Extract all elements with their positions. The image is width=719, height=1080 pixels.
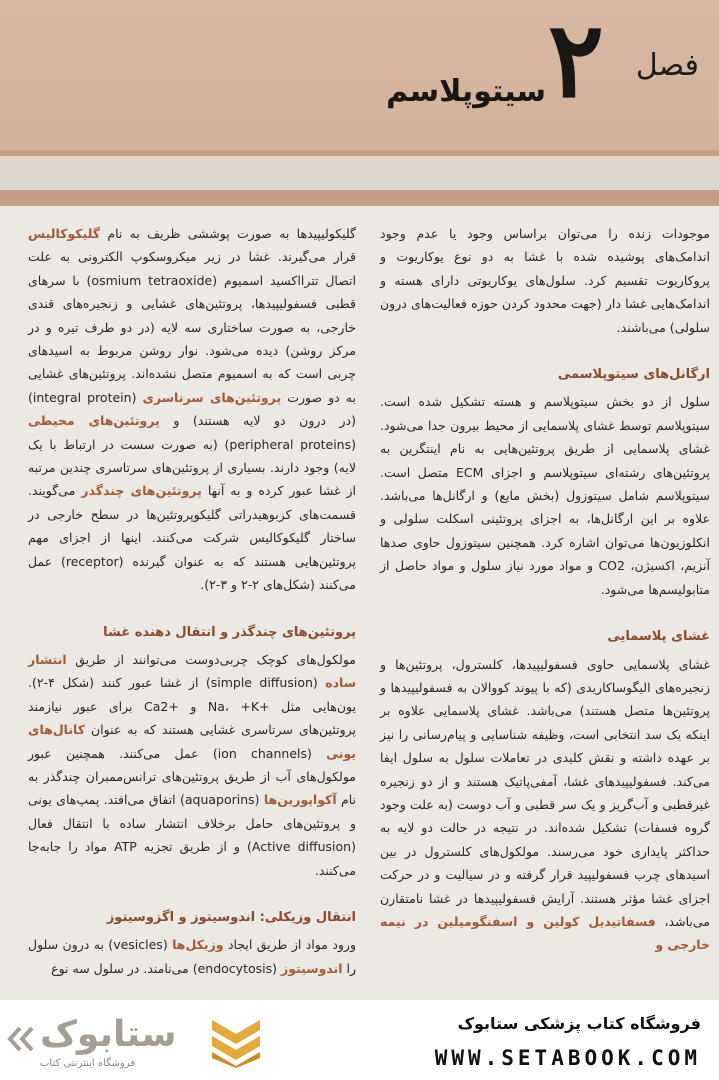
paragraph <box>380 653 710 957</box>
shop-url[interactable]: WWW.SETABOOK.COM <box>434 1046 701 1070</box>
highlight-term: اندوسیتوز <box>281 960 343 976</box>
chevron-logo-icon <box>210 1014 262 1068</box>
section-heading: غشای پلاسمایی <box>607 629 710 645</box>
paragraph: سلول از دو بخش سیتوپلاسم و هسته تشکیل شده است. سیتوپلاسم توسط غشای پلاسمایی از محیط بیرون جدا می‌شود. غشای پلاسمایی از طریق پروتئین‌هایی به نام اینتگرین به پروتئین‌های رشته‌ای سیتوپلاسم و اجزای ECM متصل است. سیتوپلاسم شامل سیتوزول (بخش مایع) و ارگانل‌ها می‌باشد. علاوه بر این ارگانل‌ها، به اجزای پروتئینی اسکلت سلولی و انکلوزیون‌ها می‌توان اشاره کرد. همچنین سیتوزول حاوی صدها آنزیم، اکسیژن، CO2 و مواد مورد نیاز سلول و مواد حاصل از متابولیسم‌ها می‌شود. <box>380 394 710 597</box>
paragraph-text: (endocytosis) می‌نامند. در سلول سه نوع <box>51 960 278 976</box>
brand-logo-text: ستابوک <box>40 1014 177 1055</box>
paragraph <box>28 933 356 980</box>
paragraph-text: قرار می‌گیرند. غشا در زیر میکروسکوپ الکترونی به علت اتصال تترااکسید اسمیوم (osmium tetraoxide) با سرهای قطبی فسفولیپیدها، پروتئین‌های غشایی و زنجیره‌های قندی خارجی، به صورت ساختاری سه لایه (در دو طرف تیره و در مرکز روشن) دیده می‌شود. نوار روشن مربوط به اسیدهای چربی است که به اسمیوم متصل نشده‌اند. پروتئین‌های غشایی به دو صورت <box>28 249 357 405</box>
paragraph-text: مولکول‌های کوچک چربی‌دوست می‌توانند از طریق <box>75 651 356 667</box>
header-stripe <box>0 162 719 190</box>
paragraph-text: می‌گویند. قسمت‌های کربوهیدراتی گلیکوپروتئین‌ها در سطح خارجی در ساختار گلیکوکالیس شرکت می‌کنند. اینها از اجزای مهم پروتئین‌هایی هستند که به عنوان گیرنده (receptor) عمل می‌کنند (شکل‌های ۲-۲ و ۳-۲). <box>28 483 356 593</box>
highlight-term: انتشار ساده <box>28 651 356 691</box>
paragraph-text: گلیکولیپیدها به صورت پوششی ظریف به نام <box>107 226 356 241</box>
paragraph-text: غشای پلاسمایی حاوی فسفولیپیدها، کلسترول، پروتئین‌ها و زنجیره‌های الیگوساکاریدی (که با پیوند کووالان به فسفولیپیدها و پروتئین‌ها متصل هستند) می‌باشد. غشای پلاسمایی علاوه بر اینکه یک سد انتخابی است، وظیفه شناسایی و پیام‌رسانی را نیز بر عهده داشته و نقش کلیدی در تعاملات سلول به سلول ایفا می‌کند. فسفولیپیدهای غشا، آمفی‌پاتیک هستند و از دو زنجیره غیرقطبی و آب‌گریز و یک سر قطبی و آب دوست (به علت وجود گروه فسفات) تشکیل شده‌اند. در نتیجه در حالت دو لایه به حداکثر پایداری خود می‌رسند. مولکول‌های کلسترول در بین اسیدهای چرب فسفولیپید قرار گرفته و در سیالیت و در حرکت اجزای غشا مؤثر هستند. آرایش فسفولیپیدها در غشا نامتقارن می‌باشد، <box>380 656 710 929</box>
highlight-term: فسفاتیدیل کولین و اسفنگومیلین در نیمه خارجی و <box>380 913 710 953</box>
section-heading: پروتئین‌های چندگذر و انتقال دهنده غشا <box>103 624 356 640</box>
highlight-term: وزیکل‌ها <box>172 937 224 953</box>
paragraph <box>28 222 356 597</box>
paragraph <box>28 648 356 882</box>
chapter-number: ۲ <box>548 0 604 121</box>
highlight-term: گلیکوکالیس <box>28 226 101 241</box>
right-column <box>380 222 710 957</box>
highlight-term: پروتئین‌های چندگذر <box>81 483 202 499</box>
section-heading: ارگانل‌های سیتوپلاسمی <box>557 367 710 383</box>
double-chevron-left-icon <box>6 1024 36 1054</box>
paragraph-text: (peripheral proteins) (به صورت سست در ارتباط با یک لایه) وجود دارند. بسیاری از پروتئین‌های سرتاسری چندین مرتبه از غشا عبور کرده و به آنها <box>28 436 356 499</box>
header-stripe <box>0 190 719 206</box>
store-footer <box>0 1000 719 1080</box>
intro-paragraph: موجودات زنده را می‌توان براساس وجود یا عدم وجود اندامک‌های پوشیده شده با غشا به دو نوع یوکاریوت و پروکاریوت تقسیم کرد. سلول‌های یوکاریوتی دارای هسته و اندامک‌هایی غشا دار (جهت محدود کردن حوزه فعالیت‌های درون سلولی) می‌باشند. <box>380 226 710 335</box>
paragraph-text: (simple diffusion) از غشا عبور کنند (شکل ۴-۲). یون‌هایی مثل +Na، +K و +Ca2 برای عبور نیازمند پروتئین‌های سرتاسری غشایی هستند که به عنوان <box>28 675 356 738</box>
left-column <box>28 222 356 980</box>
highlight-term: پروتئین‌های سرتاسری <box>142 389 282 405</box>
brand-logo-subtitle: فروشگاه اینترنتی کتاب <box>40 1058 136 1069</box>
highlight-term: کانال‌های یونی <box>28 722 356 761</box>
highlight-term: آکواپورین‌ها <box>263 792 337 808</box>
shop-name: فروشگاه کتاب پزشکی ستابوک <box>457 1014 701 1033</box>
paragraph-text: ورود مواد از طریق ایجاد <box>227 937 356 953</box>
chapter-label: فصل <box>635 48 699 83</box>
paragraph-text: (integral protein) (در درون دو لایه هستند) و <box>28 389 356 429</box>
highlight-term: پروتئین‌های محیطی <box>28 413 160 429</box>
paragraph-text: (vesicles) به درون سلول را <box>28 937 356 976</box>
section-heading: انتقال وزیکلی: اندوسیتوز و اگزوسیتوز <box>106 909 356 925</box>
paragraph-text: (aquaporins) اتفاق می‌افتد. پمپ‌های یونی و پروتئین‌های حامل برخلاف انتشار ساده با انتقال فعال (Active diffusion) و از طریق تجزیه ATP مواد را جابه‌جا می‌کنند. <box>28 792 356 878</box>
paragraph-text: (ion channels) عمل می‌کنند. همچنین عبور مولکول‌های آب از طریق پروتئین‌های ترانس‌ممبران چندگذر به نام <box>28 745 356 808</box>
chapter-title: سیتوپلاسم <box>386 74 546 109</box>
